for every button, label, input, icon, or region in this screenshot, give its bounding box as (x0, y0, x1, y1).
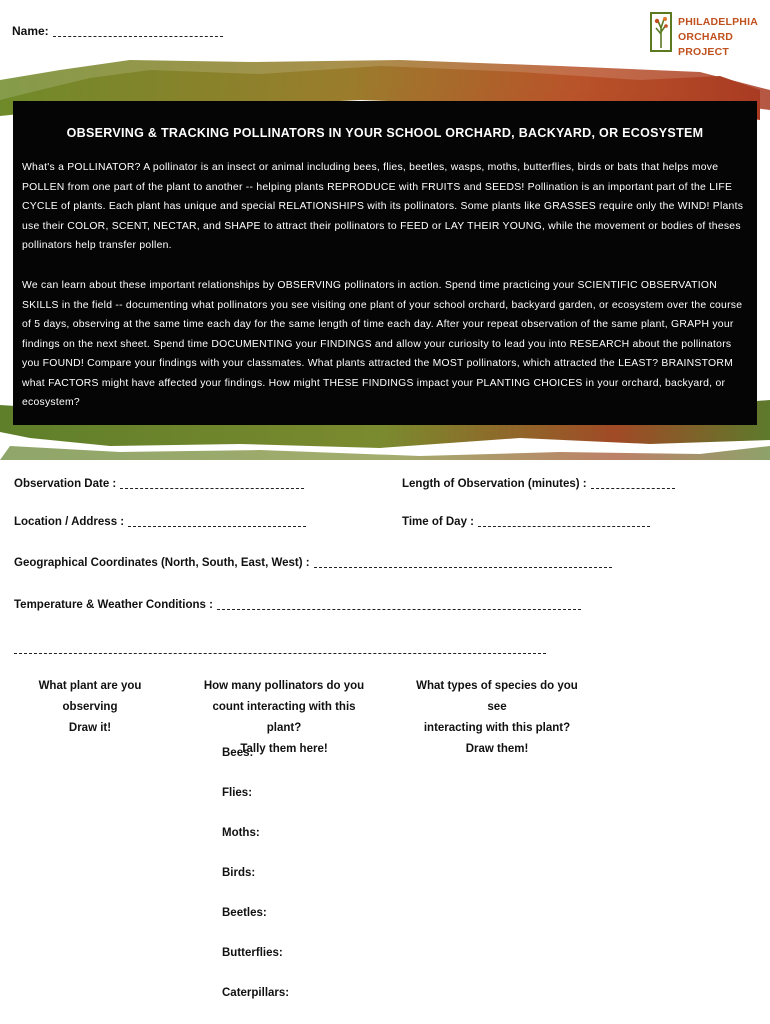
observation-date-label: Observation Date : (14, 478, 117, 490)
name-field[interactable] (12, 24, 223, 38)
instruction-panel (13, 101, 757, 425)
observation-date-field[interactable] (14, 478, 304, 490)
column-count-line2: count interacting with this plant? (212, 701, 356, 734)
name-input-line[interactable] (53, 36, 223, 37)
column-plant-line2: Draw it! (68, 722, 112, 734)
tally-bees[interactable]: Bees: (222, 747, 254, 759)
location-field[interactable] (14, 516, 306, 528)
column-count-line3: Tally them here! (240, 743, 328, 755)
coordinates-line[interactable] (314, 567, 612, 568)
time-of-day-line[interactable] (478, 526, 650, 527)
temperature-line[interactable] (217, 609, 581, 610)
time-of-day-label: Time of Day : (402, 516, 474, 528)
length-label: Length of Observation (minutes) : (402, 478, 587, 490)
tree-icon (650, 12, 672, 52)
length-field[interactable] (402, 478, 675, 490)
name-label: Name: (12, 24, 49, 38)
location-line[interactable] (128, 526, 306, 527)
column-plant (14, 676, 166, 739)
length-line[interactable] (591, 488, 675, 489)
location-label: Location / Address : (14, 516, 125, 528)
panel-title: OBSERVING & TRACKING POLLINATORS IN YOUR SCHOOL ORCHARD, BACKYARD, OR ECOSYSTEM (66, 126, 704, 140)
logo-line1: PHILADELPHIA (678, 16, 758, 28)
tally-flies[interactable]: Flies: (222, 787, 253, 799)
column-plant-line1: What plant are you observing (38, 680, 142, 713)
panel-paragraph-2: We can learn about these important relationships by OBSERVING pollinators in action. Spend time practicing your SCIENTIFIC OBSERVATION SKILLS in the field -- documenting what pollinators you see visiting one plant of your school orchard, backyard garden, or ecosystem over the course of 5 days, observing at the same time each day for the same length of time each day. After your repeat observation of the same plant, GRAPH your findings on the next sheet. Spend time DOCUMENTING your FINDINGS and allow your curiosity to lead you into RESEARCH about the pollinators you FOUND! Compare your findings with your classmates. What plants attracted the MOST pollinators, which attracted the LEAST? BRAINSTORM what FACTORS might have affected your findings. How might THESE FINDINGS impact your PLANTING CHOICES in your orchard, backyard, or ecosystem? (22, 280, 743, 408)
column-species-line3: Draw them! (465, 743, 529, 755)
temperature-field[interactable] (14, 599, 581, 611)
column-count-line1: How many pollinators do you (203, 680, 365, 692)
separator-line (14, 653, 546, 654)
column-species-line2: interacting with this plant? (423, 722, 571, 734)
coordinates-label: Geographical Coordinates (North, South, East, West) : (14, 557, 310, 569)
column-species-line1: What types of species do you see (416, 680, 578, 713)
logo (650, 12, 768, 56)
tally-birds[interactable]: Birds: (222, 867, 256, 879)
tally-moths[interactable]: Moths: (222, 827, 260, 839)
tally-butterflies[interactable]: Butterflies: (222, 947, 283, 959)
logo-line2: ORCHARD PROJECT (678, 31, 734, 58)
tally-caterpillars[interactable]: Caterpillars: (222, 987, 290, 999)
time-of-day-field[interactable] (402, 516, 650, 528)
observation-date-line[interactable] (120, 488, 304, 489)
tally-beetles[interactable]: Beetles: (222, 907, 267, 919)
coordinates-field[interactable] (14, 557, 612, 569)
temperature-label: Temperature & Weather Conditions : (14, 599, 213, 611)
panel-paragraph-1: What's a POLLINATOR? A pollinator is an insect or animal including bees, flies, beetles, wasps, moths, butterflies, birds or bats that helps move POLLEN from one part of the plant to another -- helping plants REPRODUCE with FRUITS and SEEDS! Pollination is an important part of the LIFE CYCLE of plants. Each plant has unique and special RELATIONSHIPS with its pollinators. Some plants like GRASSES require only the WIND! Plants use their COLOR, SCENT, NECTAR, and SHAPE to attract their pollinators to FEED or LAY THEIR YOUNG, while the movement or bodies of theses pollinators help transfer pollen. (22, 162, 744, 251)
column-species (408, 676, 586, 760)
